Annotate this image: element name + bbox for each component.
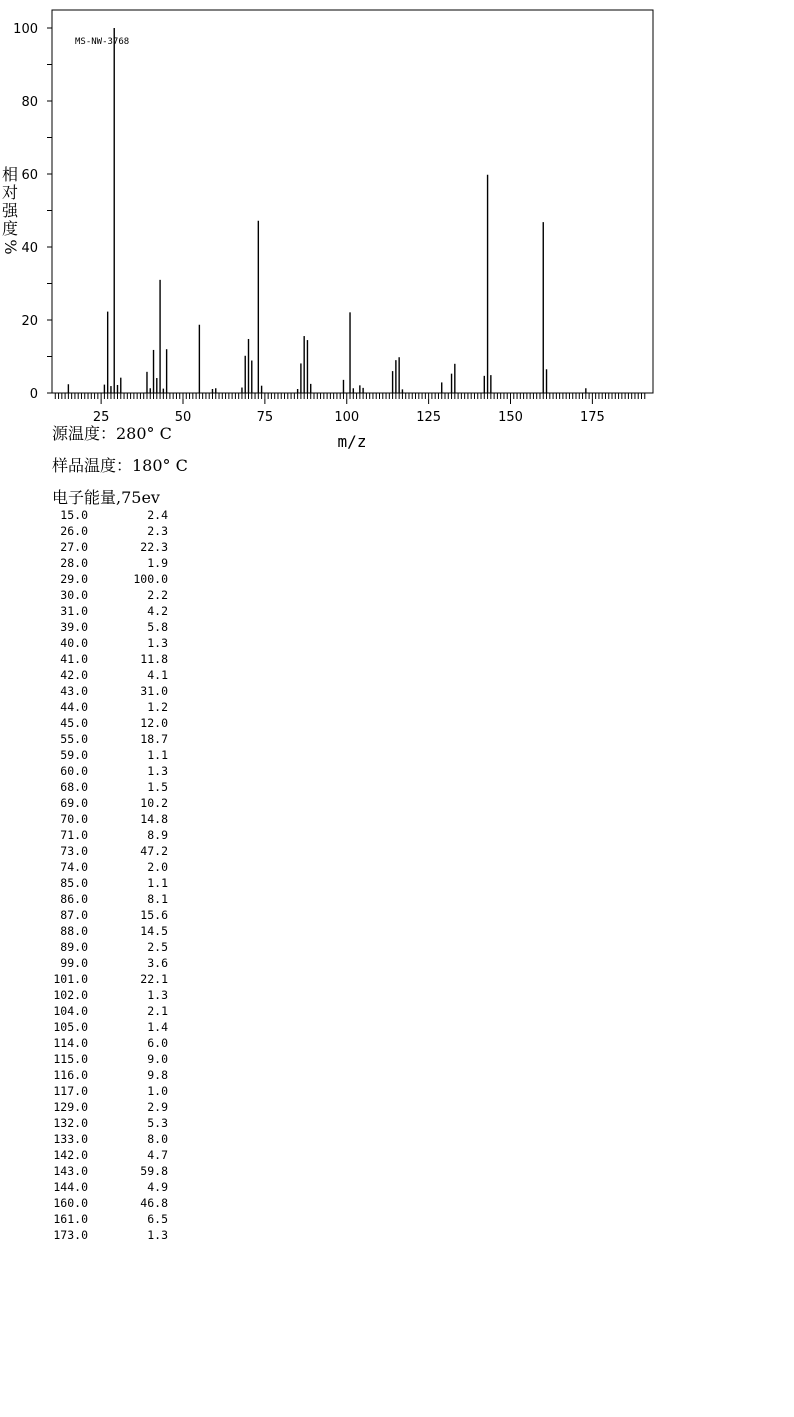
- peak-mz: 142.0: [53, 1148, 88, 1162]
- peak-intensity: 1.3: [147, 636, 168, 650]
- table-row: [44, 619, 168, 635]
- peak-intensity: 14.5: [140, 924, 168, 938]
- peak-intensity: 9.8: [147, 1068, 168, 1082]
- peak-intensity: 18.7: [140, 732, 168, 746]
- peak-mz: 26.0: [60, 524, 88, 538]
- y-tick-label: 40: [21, 241, 38, 256]
- peak-intensity: 5.8: [147, 620, 168, 634]
- peak-intensity: 1.5: [147, 780, 168, 794]
- peak-intensity: 2.0: [147, 860, 168, 874]
- peak-intensity: 2.1: [147, 1004, 168, 1018]
- peak-mz: 55.0: [60, 732, 88, 746]
- table-row: [44, 987, 168, 1003]
- table-row: [44, 1179, 168, 1195]
- table-row: [44, 1211, 168, 1227]
- peak-intensity: 1.1: [147, 748, 168, 762]
- peak-intensity: 46.8: [140, 1196, 168, 1210]
- table-row: [44, 683, 168, 699]
- table-row: [44, 843, 168, 859]
- y-axis-label-char: %: [1, 239, 20, 255]
- peak-mz: 161.0: [53, 1212, 88, 1226]
- peak-mz: 40.0: [60, 636, 88, 650]
- table-row: [44, 587, 168, 603]
- peak-intensity: 15.6: [140, 908, 168, 922]
- table-row: [44, 859, 168, 875]
- table-row: [44, 747, 168, 763]
- peak-mz: 89.0: [60, 940, 88, 954]
- peak-intensity: 4.7: [147, 1148, 168, 1162]
- peak-intensity: 1.3: [147, 1228, 168, 1242]
- peak-intensity: 1.3: [147, 988, 168, 1002]
- table-row: [44, 763, 168, 779]
- x-tick-label: 100: [334, 410, 360, 425]
- peak-intensity: 31.0: [140, 684, 168, 698]
- x-tick-label: 75: [256, 410, 274, 425]
- peak-intensity: 5.3: [147, 1116, 168, 1130]
- peak-mz: 116.0: [53, 1068, 88, 1082]
- peak-mz: 87.0: [60, 908, 88, 922]
- peak-intensity: 100.0: [133, 572, 168, 586]
- peak-mz: 102.0: [53, 988, 88, 1002]
- y-axis-label-char: 度: [1, 219, 19, 238]
- table-row: [44, 1147, 168, 1163]
- table-row: [44, 651, 168, 667]
- x-tick-label: 25: [92, 410, 110, 425]
- x-axis-label: m/z: [337, 432, 367, 451]
- table-row: [44, 891, 168, 907]
- peak-mz: 133.0: [53, 1132, 88, 1146]
- peak-mz: 30.0: [60, 588, 88, 602]
- peak-intensity: 3.6: [147, 956, 168, 970]
- table-row: [44, 875, 168, 891]
- peak-intensity: 6.0: [147, 1036, 168, 1050]
- peak-intensity: 59.8: [140, 1164, 168, 1178]
- peak-intensity: 22.3: [140, 540, 168, 554]
- table-row: [44, 1019, 168, 1035]
- sample-temperature: 样品温度：180° C: [52, 456, 188, 475]
- peak-intensity: 2.9: [147, 1100, 168, 1114]
- peak-mz: 88.0: [60, 924, 88, 938]
- table-row: [44, 603, 168, 619]
- peak-intensity: 4.1: [147, 668, 168, 682]
- table-row: [44, 1195, 168, 1211]
- peak-mz: 104.0: [53, 1004, 88, 1018]
- table-row: [44, 635, 168, 651]
- table-row: [44, 731, 168, 747]
- table-row: [44, 1083, 168, 1099]
- peak-mz: 114.0: [53, 1036, 88, 1050]
- peak-mz: 39.0: [60, 620, 88, 634]
- peak-intensity: 4.9: [147, 1180, 168, 1194]
- table-row: [44, 1051, 168, 1067]
- source-temperature: 源温度：280° C: [52, 424, 172, 443]
- peak-mz: 160.0: [53, 1196, 88, 1210]
- peak-mz: 144.0: [53, 1180, 88, 1194]
- peak-mz: 68.0: [60, 780, 88, 794]
- table-row: [44, 827, 168, 843]
- peak-intensity: 1.3: [147, 764, 168, 778]
- table-row: [44, 955, 168, 971]
- peak-intensity: 10.2: [140, 796, 168, 810]
- electron-energy: 电子能量,75ev: [52, 488, 160, 507]
- peak-mz: 74.0: [60, 860, 88, 874]
- y-axis-ticks: [13, 22, 52, 402]
- peak-mz: 27.0: [60, 540, 88, 554]
- x-tick-label: 175: [579, 410, 605, 425]
- table-row: [44, 1035, 168, 1051]
- table-row: [44, 571, 168, 587]
- table-row: [44, 1163, 168, 1179]
- peak-mz: 60.0: [60, 764, 88, 778]
- table-row: [44, 779, 168, 795]
- table-row: [44, 507, 168, 523]
- x-tick-label: 125: [416, 410, 442, 425]
- peak-mz: 132.0: [53, 1116, 88, 1130]
- peak-mz: 31.0: [60, 604, 88, 618]
- peak-mz: 15.0: [60, 508, 88, 522]
- table-row: [44, 1067, 168, 1083]
- x-axis-minor-ticks: [55, 393, 645, 404]
- peak-intensity: 4.2: [147, 604, 168, 618]
- peak-mz: 129.0: [53, 1100, 88, 1114]
- peak-mz: 105.0: [53, 1020, 88, 1034]
- table-row: [44, 939, 168, 955]
- x-tick-label: 150: [498, 410, 523, 425]
- table-row: [44, 795, 168, 811]
- table-row: [44, 1115, 168, 1131]
- table-row: [44, 811, 168, 827]
- table-row: [44, 523, 168, 539]
- peak-intensity: 1.1: [147, 876, 168, 890]
- x-tick-label: 50: [174, 410, 192, 425]
- peak-mz: 42.0: [60, 668, 88, 682]
- peak-mz: 44.0: [60, 700, 88, 714]
- table-row: [44, 667, 168, 683]
- y-tick-label: 60: [21, 168, 38, 183]
- peak-mz: 115.0: [53, 1052, 88, 1066]
- y-axis-label-char: 相: [1, 165, 19, 184]
- table-row: [44, 923, 168, 939]
- peak-table: [44, 507, 168, 1243]
- peak-intensity: 11.8: [140, 652, 168, 666]
- peak-mz: 43.0: [60, 684, 88, 698]
- peak-mz: 59.0: [60, 748, 88, 762]
- peak-intensity: 47.2: [140, 844, 168, 858]
- table-row: [44, 699, 168, 715]
- peak-mz: 86.0: [60, 892, 88, 906]
- table-row: [44, 1131, 168, 1147]
- peak-intensity: 2.2: [147, 588, 168, 602]
- peak-mz: 70.0: [60, 812, 88, 826]
- peak-intensity: 2.5: [147, 940, 168, 954]
- peak-mz: 173.0: [53, 1228, 88, 1242]
- y-axis-label: [1, 165, 20, 255]
- spectrum-id-label: MS-NW-3768: [75, 37, 130, 47]
- peak-mz: 45.0: [60, 716, 88, 730]
- peak-mz: 101.0: [53, 972, 88, 986]
- peak-mz: 71.0: [60, 828, 88, 842]
- y-tick-label: 100: [13, 22, 38, 37]
- y-tick-label: 80: [21, 95, 38, 110]
- peak-intensity: 9.0: [147, 1052, 168, 1066]
- peak-mz: 73.0: [60, 844, 88, 858]
- y-tick-label: 20: [21, 314, 38, 329]
- peak-mz: 28.0: [60, 556, 88, 570]
- peak-mz: 85.0: [60, 876, 88, 890]
- table-row: [44, 539, 168, 555]
- table-row: [44, 907, 168, 923]
- peak-intensity: 12.0: [140, 716, 168, 730]
- y-axis-label-char: 强: [1, 201, 19, 220]
- peak-mz: 117.0: [53, 1084, 88, 1098]
- peak-intensity: 1.0: [147, 1084, 168, 1098]
- plot-frame: [52, 10, 653, 393]
- table-row: [44, 1003, 168, 1019]
- spectrum-peaks: [68, 28, 585, 393]
- peak-intensity: 8.9: [147, 828, 168, 842]
- peak-mz: 69.0: [60, 796, 88, 810]
- peak-intensity: 22.1: [140, 972, 168, 986]
- y-axis-label-char: 对: [1, 183, 19, 202]
- peak-mz: 143.0: [53, 1164, 88, 1178]
- peak-mz: 29.0: [60, 572, 88, 586]
- peak-intensity: 1.4: [147, 1020, 168, 1034]
- peak-mz: 41.0: [60, 652, 88, 666]
- table-row: [44, 1099, 168, 1115]
- peak-intensity: 2.3: [147, 524, 168, 538]
- peak-intensity: 1.9: [147, 556, 168, 570]
- mass-spectrum-chart: [0, 0, 794, 460]
- peak-mz: 99.0: [60, 956, 88, 970]
- peak-intensity: 6.5: [147, 1212, 168, 1226]
- peak-intensity: 14.8: [140, 812, 168, 826]
- peak-intensity: 8.0: [147, 1132, 168, 1146]
- table-row: [44, 715, 168, 731]
- table-row: [44, 555, 168, 571]
- peak-intensity: 1.2: [147, 700, 168, 714]
- y-tick-label: 0: [29, 387, 38, 402]
- table-row: [44, 1227, 168, 1243]
- peak-intensity: 8.1: [147, 892, 168, 906]
- peak-intensity: 2.4: [147, 508, 168, 522]
- table-row: [44, 971, 168, 987]
